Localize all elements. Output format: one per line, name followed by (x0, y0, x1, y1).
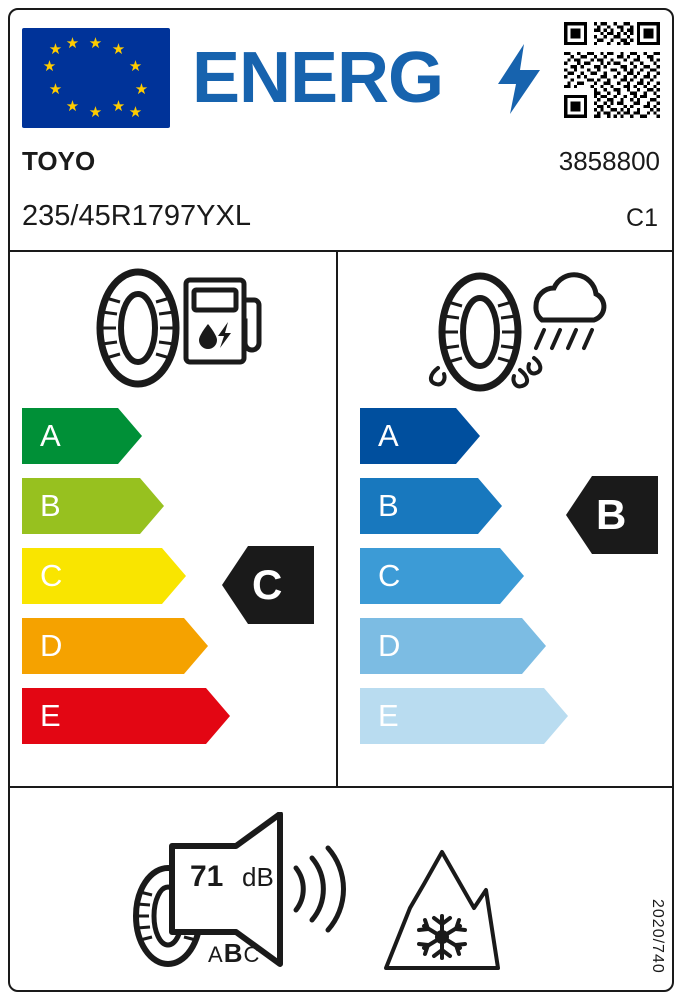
fuel-efficiency-scale (22, 408, 230, 758)
fuel-grade-c (22, 548, 230, 604)
fuel-grade-c-label: C (40, 558, 63, 593)
noise-section (120, 812, 350, 982)
fuel-grade-a (22, 408, 230, 464)
fuel-selected-grade: C (252, 561, 283, 608)
wet-grade-e-label: E (378, 698, 399, 733)
wet-grade-b-label: B (378, 488, 399, 523)
fuel-grade-d-label: D (40, 628, 63, 663)
wet-selected-marker (566, 476, 658, 554)
fuel-grade-b-label: B (40, 488, 61, 523)
size-row (22, 200, 660, 240)
divider-vertical (336, 252, 338, 786)
wet-grade-a-label: A (378, 418, 399, 453)
label-header (22, 22, 660, 134)
noise-class-scale (208, 938, 260, 969)
wet-grade-d-label: D (378, 628, 401, 663)
fuel-selected-marker (222, 546, 314, 624)
noise-value: 71 (190, 860, 224, 893)
divider-top (10, 250, 672, 252)
fuel-grade-d (22, 618, 230, 674)
wet-grade-b (360, 478, 568, 534)
wet-grade-a (360, 408, 568, 464)
tyre-rain-cloud-icon (408, 266, 608, 410)
wet-grade-c (360, 548, 568, 604)
three-peak-mountain-snowflake-icon (382, 846, 502, 974)
qr-code-icon (564, 22, 660, 118)
label-date: 2020/740 (649, 899, 666, 974)
fuel-grade-e-label: E (40, 698, 61, 733)
noise-class-b: B (223, 938, 244, 968)
article-number: 3858800 (558, 146, 660, 176)
brand-name: TOYO (22, 146, 96, 176)
lightning-bolt-icon (496, 44, 540, 114)
wet-grip-scale (360, 408, 568, 758)
eu-flag-icon: ★ ★ ★ ★ ★ ★ ★ ★ ★ ★ ★ ★ (22, 28, 170, 128)
noise-class-c: C (243, 942, 261, 967)
brand-row (22, 146, 660, 182)
noise-class-a: A (208, 942, 224, 967)
wet-grade-c-label: C (378, 558, 401, 593)
energy-wordmark: ENERG (192, 38, 444, 118)
noise-unit: dB (242, 862, 274, 892)
fuel-grade-e (22, 688, 230, 744)
wet-grade-e (360, 688, 568, 744)
fuel-grade-a-label: A (40, 418, 61, 453)
fuel-grade-b (22, 478, 230, 534)
tyre-class: C1 (626, 204, 658, 232)
wet-grade-d (360, 618, 568, 674)
tyre-fuel-pump-icon (86, 266, 266, 390)
wet-selected-grade: B (596, 491, 627, 538)
divider-bottom (10, 786, 672, 788)
tyre-size: 235/45R1797YXL (22, 200, 251, 232)
